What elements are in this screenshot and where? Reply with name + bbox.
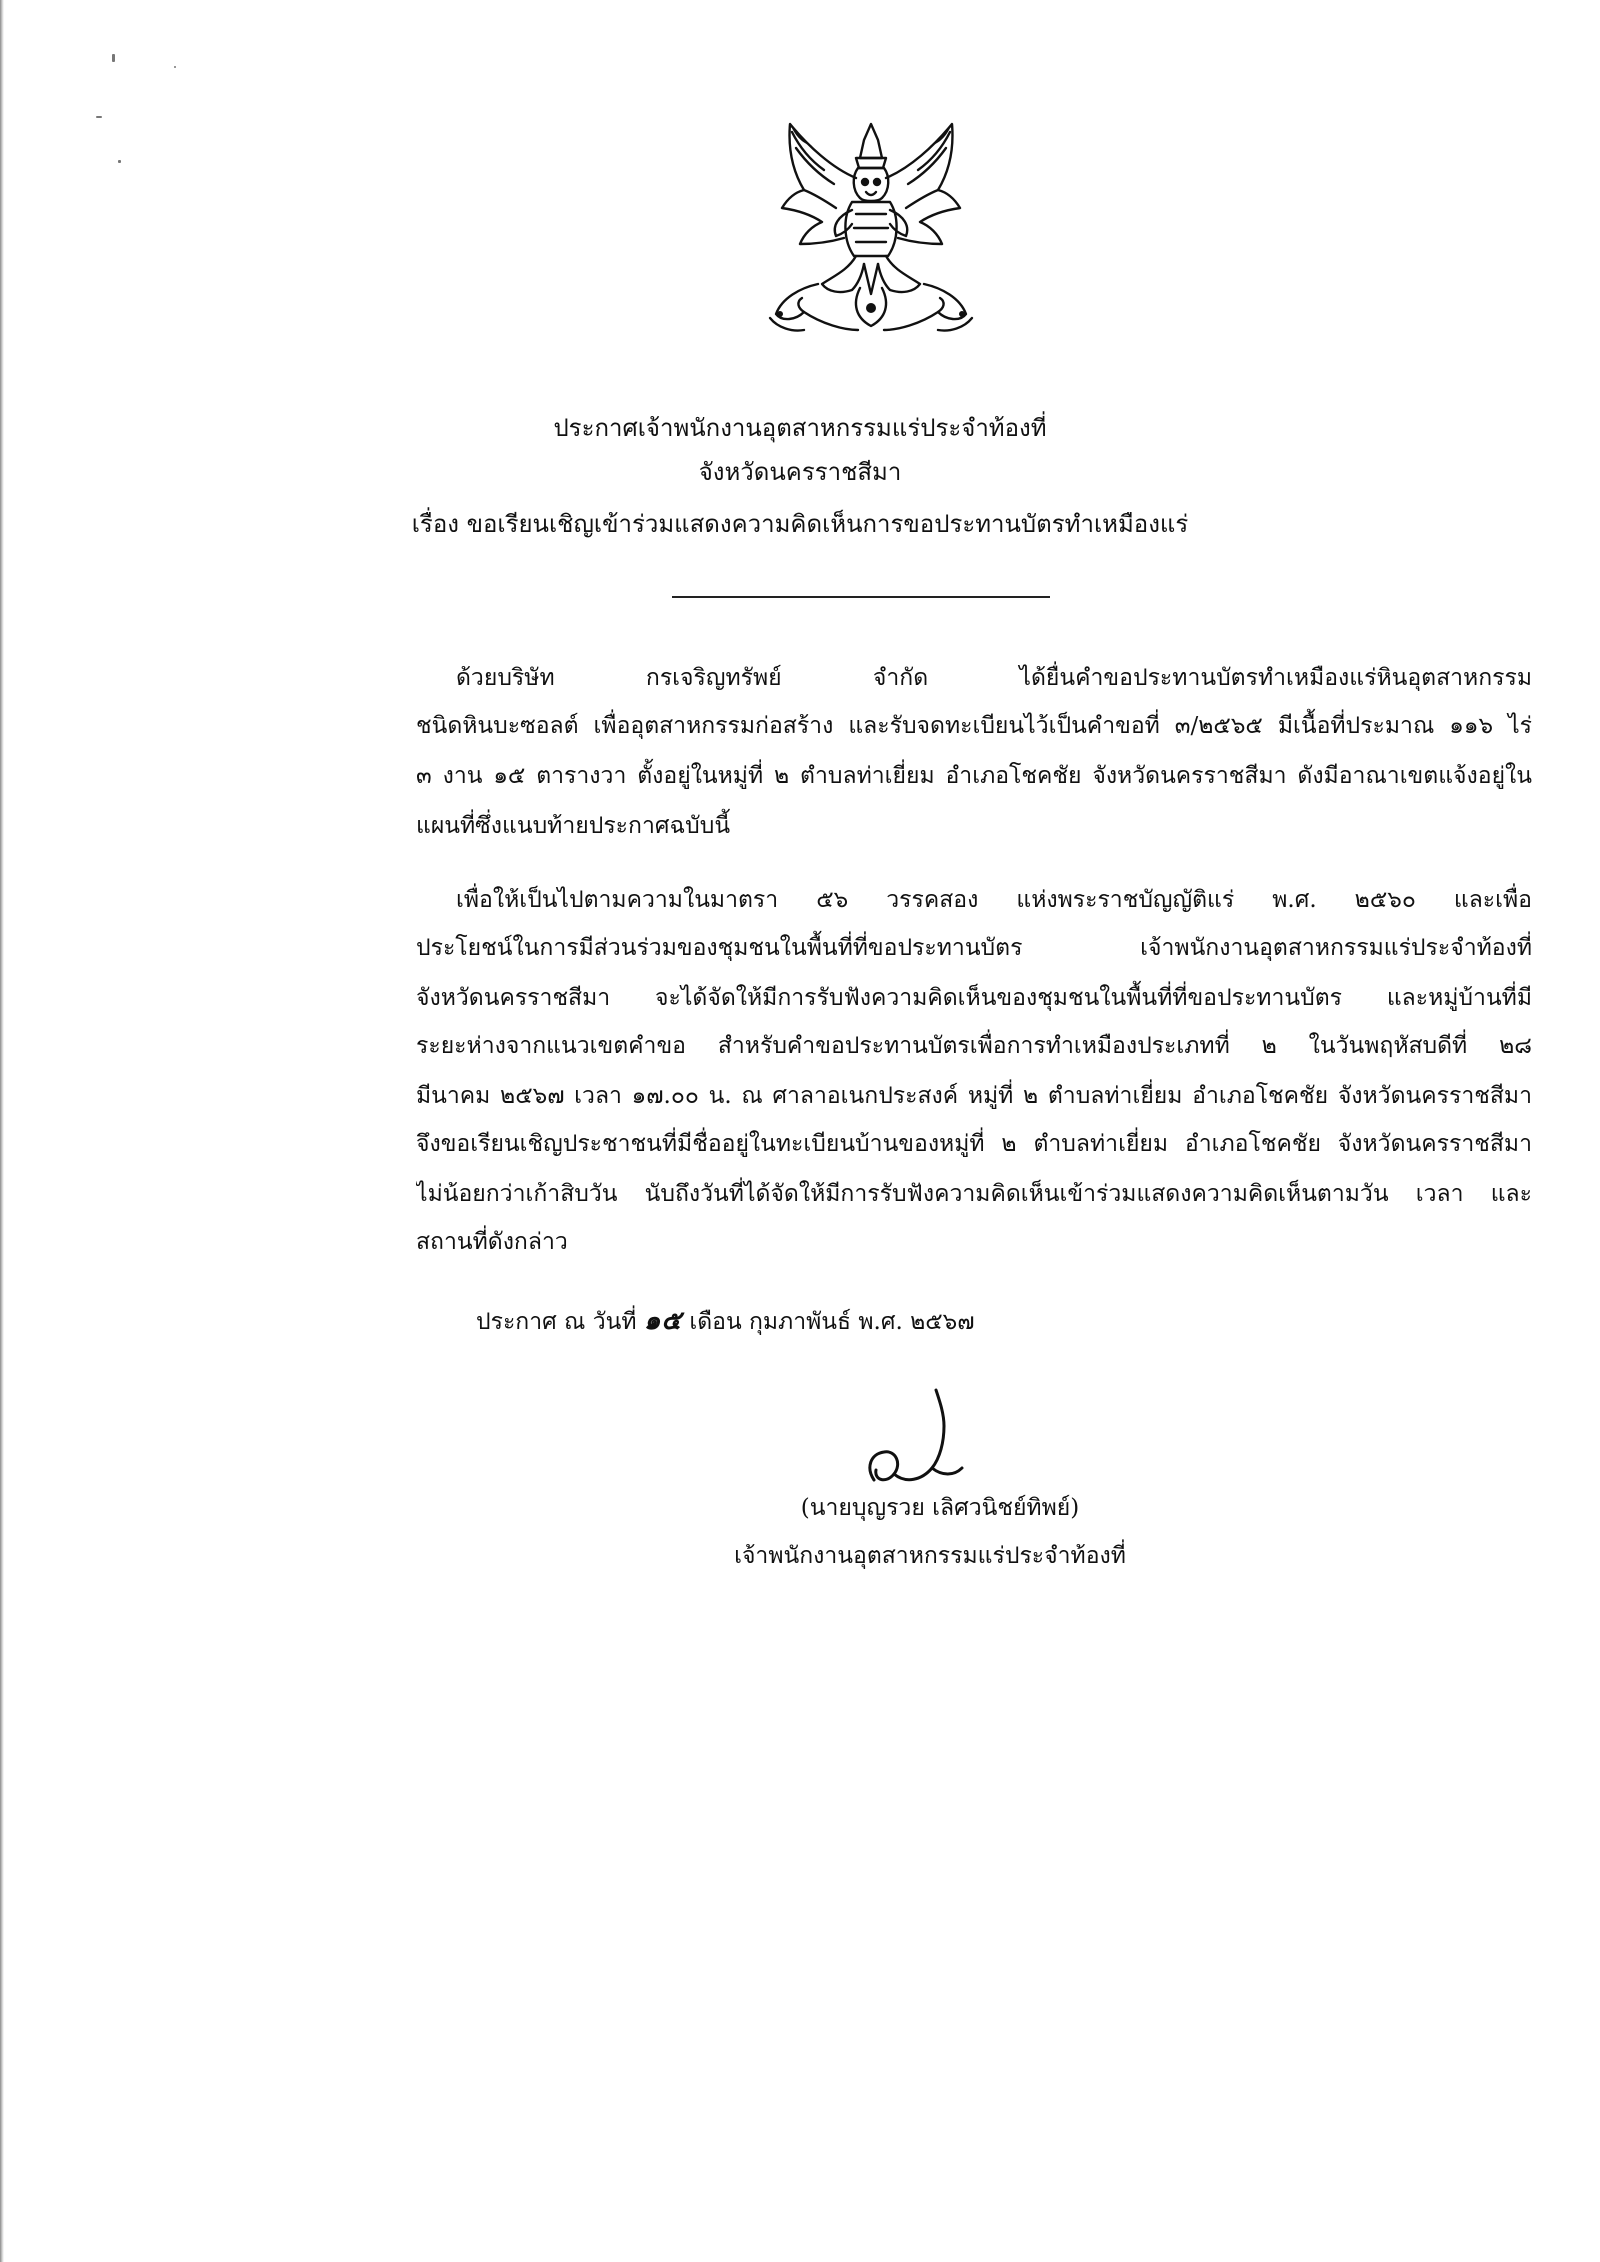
paragraph2-line: เพื่อให้เป็นไปตามความในมาตรา ๕๖ วรรคสอง แห่งพระราชบัญญัติแร่ พ.ศ. ๒๕๖๐ และเพื่อ — [456, 887, 1532, 913]
paragraph2-line: ประโยชน์ในการมีส่วนร่วมของชุมชนในพื้นที่ที่ขอประทานบัตร เจ้าพนักงานอุตสาหกรรมแร่ประจำท้องที่ — [416, 935, 1532, 961]
scan-speck — [118, 160, 121, 163]
province-title: จังหวัดนครราชสีมา — [698, 458, 902, 486]
scan-speck — [112, 54, 115, 62]
announcement-date — [476, 1300, 975, 1341]
date-day-handwritten: ๑๕ — [643, 1306, 683, 1336]
garuda-emblem — [752, 118, 990, 344]
signatory-name: (นายบุญรวย เลิศวนิชย์ทิพย์) — [800, 1495, 1080, 1521]
subject-line: เรื่อง ขอเรียนเชิญเข้าร่วมแสดงความคิดเห็นการขอประทานบัตรทำเหมืองแร่ — [411, 510, 1189, 538]
paragraph1-line: แผนที่ซึ่งแนบท้ายประกาศฉบับนี้ — [416, 813, 731, 839]
scan-speck — [96, 116, 102, 118]
scan-edge — [0, 0, 4, 2262]
scan-speck — [174, 66, 176, 68]
paragraph2-line: มีนาคม ๒๕๖๗ เวลา ๑๗.๐๐ น. ณ ศาลาอเนกประสงค์ หมู่ที่ ๒ ตำบลท่าเยี่ยม อำเภอโชคชัย จังหวัดนครราชสีมา — [416, 1083, 1532, 1109]
signatory-position: เจ้าพนักงานอุตสาหกรรมแร่ประจำท้องที่ — [734, 1543, 1126, 1569]
paragraph2-line: จึงขอเรียนเชิญประชาชนที่มีชื่ออยู่ในทะเบียนบ้านของหมู่ที่ ๒ ตำบลท่าเยี่ยม อำเภอโชคชัย จังหวัดนครราชสีมา — [416, 1131, 1532, 1157]
paragraph1-line: ด้วยบริษัท กรเจริญทรัพย์ จำกัด ได้ยื่นคำขอประทานบัตรทำเหมืองแร่หินอุตสาหกรรม — [456, 665, 1532, 691]
paragraph2-line: สถานที่ดังกล่าว — [416, 1229, 568, 1255]
date-prefix: ประกาศ ณ วันที่ — [476, 1309, 637, 1335]
paragraph2-line: ไม่น้อยกว่าเก้าสิบวัน นับถึงวันที่ได้จัดให้มีการรับฟังความคิดเห็นเข้าร่วมแสดงความคิดเห็นตามวัน เวลา และ — [416, 1181, 1532, 1207]
paragraph2-line: จังหวัดนครราชสีมา จะได้จัดให้มีการรับฟังความคิดเห็นของชุมชนในพื้นที่ที่ขอประทานบัตร และหมู่บ้านที่มี — [416, 985, 1532, 1011]
paragraph2-line: ระยะห่างจากแนวเขตคำขอ สำหรับคำขอประทานบัตรเพื่อการทำเหมืองประเภทที่ ๒ ในวันพฤหัสบดีที่ ๒๘ — [416, 1033, 1532, 1059]
paragraph1-line: ชนิดหินบะซอลต์ เพื่ออุตสาหกรรมก่อสร้าง และรับจดทะเบียนไว้เป็นคำขอที่ ๓/๒๕๖๕ มีเนื้อที่ประมาณ ๑๑๖ ไร่ — [416, 713, 1532, 739]
paragraph1-line: ๓ งาน ๑๕ ตารางวา ตั้งอยู่ในหมู่ที่ ๒ ตำบลท่าเยี่ยม อำเภอโชคชัย จังหวัดนครราชสีมา ดังมีอาณาเขตแจ้งอยู่ใน — [416, 763, 1532, 789]
announcement-title: ประกาศเจ้าพนักงานอุตสาหกรรมแร่ประจำท้องที่ — [553, 414, 1047, 442]
heading-divider — [672, 596, 1050, 598]
date-month-year: เดือน กุมภาพันธ์ พ.ศ. ๒๕๖๗ — [689, 1309, 975, 1335]
